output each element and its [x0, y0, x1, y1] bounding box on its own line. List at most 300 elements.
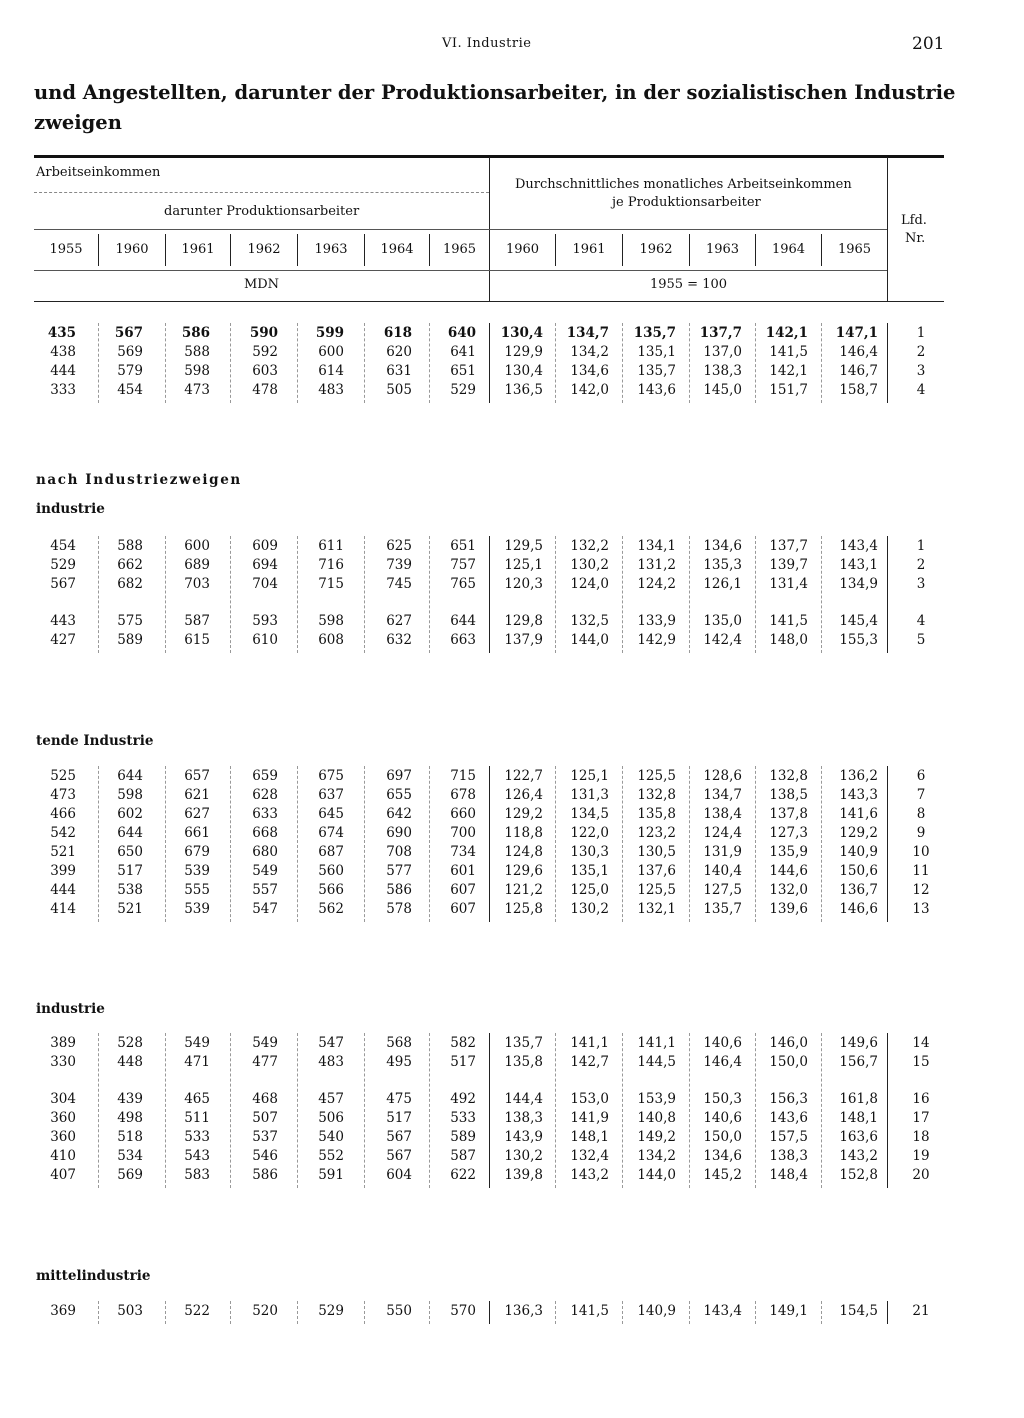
table-cell: 579: [117, 363, 143, 379]
table-cell: 521: [50, 844, 76, 860]
column-separator: [429, 1033, 430, 1188]
table-cell: 621: [184, 787, 210, 803]
table-cell: 547: [318, 1035, 344, 1051]
table-cell: 140,9: [839, 844, 878, 860]
table-cell: 133,9: [637, 613, 676, 629]
group-divider: [887, 1033, 888, 1188]
table-cell: 578: [386, 901, 412, 917]
table-row: [0, 844, 1024, 863]
column-separator: [555, 1033, 556, 1188]
column-separator: [230, 766, 231, 922]
unit-mdn: MDN: [243, 277, 280, 292]
table-cell: 143,2: [570, 1167, 609, 1183]
table-cell: 135,8: [504, 1054, 543, 1070]
table-cell: 135,7: [637, 363, 676, 379]
table-cell: 134,6: [703, 1148, 742, 1164]
table-cell: 138,3: [703, 363, 742, 379]
table-cell: 132,2: [570, 538, 609, 554]
table-cell: 127,5: [703, 882, 742, 898]
table-cell: 598: [318, 613, 344, 629]
column-separator: [98, 536, 99, 653]
table-cell: 577: [386, 863, 412, 879]
table-cell: 123,2: [637, 825, 676, 841]
table-cell: 410: [50, 1148, 76, 1164]
column-separator: [755, 1301, 756, 1324]
table-cell: 125,5: [637, 768, 676, 784]
table-cell: 644: [117, 825, 143, 841]
column-separator: [165, 766, 166, 922]
table-cell: 150,0: [703, 1129, 742, 1145]
table-cell: 128,6: [703, 768, 742, 784]
table-cell: 715: [318, 576, 344, 592]
column-separator: [821, 1033, 822, 1188]
year-separator: [429, 234, 430, 266]
table-cell: 582: [450, 1035, 476, 1051]
table-cell: 132,5: [570, 613, 609, 629]
table-cell: 640: [447, 325, 476, 341]
table-cell: 135,0: [703, 613, 742, 629]
table-cell: 149,6: [839, 1035, 878, 1051]
table-cell: 644: [117, 768, 143, 784]
year-header: 1963: [314, 242, 348, 257]
table-cell: 129,9: [504, 344, 543, 360]
year-separator: [165, 234, 166, 266]
table-cell: 9: [916, 825, 926, 841]
table-cell: 151,7: [769, 382, 808, 398]
table-cell: 140,8: [637, 1110, 676, 1126]
table-cell: 631: [386, 363, 412, 379]
year-separator: [689, 234, 690, 266]
table-cell: 137,9: [504, 632, 543, 648]
column-separator: [429, 323, 430, 403]
table-cell: 525: [50, 768, 76, 784]
table-cell: 591: [318, 1167, 344, 1183]
table-cell: 567: [114, 325, 143, 341]
column-separator: [755, 1033, 756, 1188]
year-separator: [98, 234, 99, 266]
table-cell: 1: [916, 325, 926, 341]
table-cell: 143,9: [504, 1129, 543, 1145]
table-cell: 120,3: [504, 576, 543, 592]
column-separator: [364, 766, 365, 922]
table-cell: 529: [450, 382, 476, 398]
group-divider: [489, 1301, 490, 1324]
table-cell: 568: [386, 1035, 412, 1051]
table-cell: 135,7: [703, 901, 742, 917]
column-separator: [622, 536, 623, 653]
table-cell: 124,2: [637, 576, 676, 592]
table-row: [0, 576, 1024, 595]
table-cell: 124,4: [703, 825, 742, 841]
table-cell: 145,2: [703, 1167, 742, 1183]
table-cell: 134,2: [637, 1148, 676, 1164]
table-cell: 587: [450, 1148, 476, 1164]
table-cell: 478: [252, 382, 278, 398]
table-cell: 125,1: [504, 557, 543, 573]
table-cell: 739: [386, 557, 412, 573]
table-cell: 560: [318, 863, 344, 879]
column-separator: [821, 1301, 822, 1324]
table-cell: 549: [252, 863, 278, 879]
table-cell: 137,8: [769, 806, 808, 822]
table-cell: 161,8: [839, 1091, 878, 1107]
table-row: [0, 806, 1024, 825]
table-cell: 547: [252, 901, 278, 917]
table-row: [0, 825, 1024, 844]
table-cell: 3: [916, 363, 926, 379]
table-cell: 333: [50, 382, 76, 398]
table-cell: 142,1: [769, 363, 808, 379]
table-cell: 586: [181, 325, 210, 341]
table-cell: 156,3: [769, 1091, 808, 1107]
table-cell: 475: [386, 1091, 412, 1107]
table-cell: 662: [117, 557, 143, 573]
table-cell: 124,8: [504, 844, 543, 860]
table-cell: 602: [117, 806, 143, 822]
table-row: [0, 363, 1024, 382]
table-cell: 477: [252, 1054, 278, 1070]
year-separator: [755, 234, 756, 266]
table-cell: 533: [184, 1129, 210, 1145]
column-separator: [165, 536, 166, 653]
table-cell: 443: [50, 613, 76, 629]
table-cell: 142,1: [765, 325, 808, 341]
table-cell: 129,2: [504, 806, 543, 822]
table-cell: 152,8: [839, 1167, 878, 1183]
table-cell: 131,9: [703, 844, 742, 860]
table-cell: 132,4: [570, 1148, 609, 1164]
table-cell: 575: [117, 613, 143, 629]
table-cell: 589: [117, 632, 143, 648]
table-row: [0, 325, 1024, 344]
table-cell: 10: [912, 844, 930, 860]
section-heading: industrie: [36, 1001, 105, 1017]
table-cell: 131,4: [769, 576, 808, 592]
table-cell: 517: [117, 863, 143, 879]
table-cell: 143,2: [839, 1148, 878, 1164]
table-cell: 552: [318, 1148, 344, 1164]
table-cell: 124,0: [570, 576, 609, 592]
table-cell: 132,8: [769, 768, 808, 784]
table-cell: 14: [912, 1035, 930, 1051]
table-cell: 543: [184, 1148, 210, 1164]
table-cell: 586: [386, 882, 412, 898]
table-cell: 135,3: [703, 557, 742, 573]
table-cell: 570: [450, 1303, 476, 1319]
year-header: 1962: [247, 242, 281, 257]
table-row: [0, 882, 1024, 901]
table-cell: 642: [386, 806, 412, 822]
table-cell: 610: [252, 632, 278, 648]
table-cell: 121,2: [504, 882, 543, 898]
table-cell: 142,4: [703, 632, 742, 648]
table-cell: 593: [252, 613, 278, 629]
table-row: [0, 1054, 1024, 1073]
column-separator: [165, 323, 166, 403]
table-cell: 537: [252, 1129, 278, 1145]
table-cell: 369: [50, 1303, 76, 1319]
table-cell: 21: [912, 1303, 930, 1319]
table-cell: 5: [916, 632, 926, 648]
table-cell: 147,1: [835, 325, 878, 341]
table-cell: 135,1: [637, 344, 676, 360]
column-separator: [622, 1301, 623, 1324]
table-cell: 148,1: [570, 1129, 609, 1145]
table-cell: 141,9: [570, 1110, 609, 1126]
table-cell: 708: [386, 844, 412, 860]
table-cell: 12: [912, 882, 930, 898]
table-cell: 399: [50, 863, 76, 879]
column-separator: [555, 1301, 556, 1324]
table-cell: 15: [912, 1054, 930, 1070]
header-bottom-rule: [34, 301, 944, 302]
table-cell: 757: [450, 557, 476, 573]
table-cell: 137,7: [699, 325, 742, 341]
table-cell: 134,7: [566, 325, 609, 341]
table-cell: 598: [184, 363, 210, 379]
table-cell: 655: [386, 787, 412, 803]
table-cell: 435: [47, 325, 76, 341]
table-cell: 130,2: [570, 557, 609, 573]
table-cell: 156,7: [839, 1054, 878, 1070]
column-separator: [689, 766, 690, 922]
column-separator: [429, 1301, 430, 1324]
table-cell: 607: [450, 901, 476, 917]
table-cell: 507: [252, 1110, 278, 1126]
table-cell: 389: [50, 1035, 76, 1051]
column-separator: [230, 1033, 231, 1188]
column-separator: [622, 1033, 623, 1188]
table-cell: 611: [318, 538, 344, 554]
table-row: [0, 768, 1024, 787]
page-number: 201: [912, 34, 945, 54]
table-cell: 141,5: [769, 344, 808, 360]
table-cell: 6: [916, 768, 926, 784]
table-cell: 131,3: [570, 787, 609, 803]
group-divider: [887, 1301, 888, 1324]
table-cell: 715: [450, 768, 476, 784]
table-cell: 678: [450, 787, 476, 803]
table-cell: 438: [50, 344, 76, 360]
table-cell: 650: [117, 844, 143, 860]
table-cell: 679: [184, 844, 210, 860]
column-separator: [98, 766, 99, 922]
table-cell: 153,9: [637, 1091, 676, 1107]
column-separator: [755, 323, 756, 403]
table-cell: 153,0: [570, 1091, 609, 1107]
header-arbeitseinkommen: Arbeitseinkommen: [36, 165, 161, 180]
table-cell: 143,6: [769, 1110, 808, 1126]
table-cell: 140,9: [637, 1303, 676, 1319]
table-cell: 13: [912, 901, 930, 917]
group-divider: [489, 766, 490, 922]
table-cell: 125,1: [570, 768, 609, 784]
table-cell: 144,0: [637, 1167, 676, 1183]
table-row: [0, 632, 1024, 651]
year-header: 1964: [380, 242, 414, 257]
table-cell: 600: [318, 344, 344, 360]
table-row: [0, 1035, 1024, 1054]
table-cell: 141,1: [570, 1035, 609, 1051]
table-cell: 141,5: [769, 613, 808, 629]
column-separator: [297, 766, 298, 922]
year-header: 1961: [181, 242, 215, 257]
year-header: 1961: [572, 242, 606, 257]
table-cell: 620: [386, 344, 412, 360]
table-cell: 473: [184, 382, 210, 398]
table-cell: 138,4: [703, 806, 742, 822]
table-cell: 603: [252, 363, 278, 379]
table-cell: 143,3: [839, 787, 878, 803]
table-cell: 538: [117, 882, 143, 898]
table-cell: 680: [252, 844, 278, 860]
table-cell: 633: [252, 806, 278, 822]
table-cell: 505: [386, 382, 412, 398]
table-cell: 689: [184, 557, 210, 573]
table-cell: 154,5: [839, 1303, 878, 1319]
table-cell: 146,6: [839, 901, 878, 917]
column-separator: [98, 1033, 99, 1188]
unit-index: 1955 = 100: [649, 277, 728, 292]
table-cell: 517: [450, 1054, 476, 1070]
table-cell: 529: [318, 1303, 344, 1319]
table-row: [0, 382, 1024, 401]
table-cell: 155,3: [839, 632, 878, 648]
table-title-line-2: zweigen: [34, 111, 122, 134]
table-cell: 716: [318, 557, 344, 573]
table-row: [0, 863, 1024, 882]
column-separator: [821, 766, 822, 922]
table-cell: 143,1: [839, 557, 878, 573]
table-cell: 615: [184, 632, 210, 648]
table-cell: 539: [184, 863, 210, 879]
table-cell: 146,7: [839, 363, 878, 379]
table-cell: 465: [184, 1091, 210, 1107]
table-cell: 586: [252, 1167, 278, 1183]
table-cell: 703: [184, 576, 210, 592]
table-cell: 136,7: [839, 882, 878, 898]
table-cell: 138,5: [769, 787, 808, 803]
table-cell: 134,2: [570, 344, 609, 360]
table-cell: 542: [50, 825, 76, 841]
table-cell: 129,5: [504, 538, 543, 554]
table-cell: 143,4: [839, 538, 878, 554]
table-cell: 330: [50, 1054, 76, 1070]
table-cell: 498: [117, 1110, 143, 1126]
year-header: 1965: [442, 242, 477, 257]
table-cell: 148,0: [769, 632, 808, 648]
year-separator: [821, 234, 822, 266]
column-separator: [297, 323, 298, 403]
header-dash-1: [34, 192, 489, 193]
table-cell: 19: [912, 1148, 930, 1164]
table-cell: 599: [315, 325, 344, 341]
table-title-line-1: und Angestellten, darunter der Produktionsarbeiter, in der sozialistischen Industrie: [34, 81, 956, 104]
table-cell: 146,4: [703, 1054, 742, 1070]
table-cell: 567: [386, 1129, 412, 1145]
column-separator: [364, 323, 365, 403]
year-header: 1960: [505, 242, 540, 257]
year-separator: [622, 234, 623, 266]
table-cell: 360: [50, 1129, 76, 1145]
section-heading: mittelindustrie: [36, 1268, 151, 1284]
table-cell: 622: [450, 1167, 476, 1183]
table-cell: 528: [117, 1035, 143, 1051]
column-separator: [821, 323, 822, 403]
table-cell: 583: [184, 1167, 210, 1183]
table-cell: 540: [318, 1129, 344, 1145]
table-cell: 126,4: [504, 787, 543, 803]
column-separator: [297, 1033, 298, 1188]
table-cell: 522: [184, 1303, 210, 1319]
table-cell: 600: [184, 538, 210, 554]
running-head: VI. Industrie: [442, 36, 532, 51]
table-cell: 663: [450, 632, 476, 648]
table-row: [0, 1148, 1024, 1167]
table-cell: 140,4: [703, 863, 742, 879]
table-cell: 628: [252, 787, 278, 803]
column-separator: [230, 536, 231, 653]
table-cell: 675: [318, 768, 344, 784]
table-cell: 569: [117, 344, 143, 360]
year-header: 1965: [837, 242, 872, 257]
table-cell: 146,0: [769, 1035, 808, 1051]
table-cell: 145,0: [703, 382, 742, 398]
table-cell: 143,4: [703, 1303, 742, 1319]
table-cell: 125,0: [570, 882, 609, 898]
table-cell: 122,0: [570, 825, 609, 841]
table-cell: 534: [117, 1148, 143, 1164]
column-separator: [297, 1301, 298, 1324]
table-cell: 521: [117, 901, 143, 917]
table-cell: 139,7: [769, 557, 808, 573]
table-cell: 567: [386, 1148, 412, 1164]
column-separator: [622, 766, 623, 922]
table-cell: 483: [318, 382, 344, 398]
table-cell: 539: [184, 901, 210, 917]
table-cell: 517: [386, 1110, 412, 1126]
table-cell: 562: [318, 901, 344, 917]
table-row: [0, 787, 1024, 806]
table-cell: 137,0: [703, 344, 742, 360]
table-cell: 158,7: [839, 382, 878, 398]
column-separator: [689, 536, 690, 653]
table-cell: 765: [450, 576, 476, 592]
year-header: 1964: [771, 242, 806, 257]
table-cell: 132,0: [769, 882, 808, 898]
table-cell: 427: [50, 632, 76, 648]
table-cell: 130,2: [570, 901, 609, 917]
table-cell: 529: [50, 557, 76, 573]
section-heading: tende Industrie: [36, 733, 154, 749]
table-cell: 704: [252, 576, 278, 592]
table-cell: 457: [318, 1091, 344, 1107]
table-cell: 567: [50, 576, 76, 592]
table-cell: 661: [184, 825, 210, 841]
table-cell: 7: [916, 787, 926, 803]
header-je-produktionsarbeiter: je Produktionsarbeiter: [612, 195, 761, 210]
table-cell: 466: [50, 806, 76, 822]
table-cell: 132,1: [637, 901, 676, 917]
table-cell: 130,4: [500, 325, 543, 341]
table-cell: 745: [386, 576, 412, 592]
table-cell: 674: [318, 825, 344, 841]
table-cell: 520: [252, 1303, 278, 1319]
table-cell: 141,1: [637, 1035, 676, 1051]
table-cell: 142,9: [637, 632, 676, 648]
group-divider: [887, 766, 888, 922]
table-cell: 651: [450, 538, 476, 554]
